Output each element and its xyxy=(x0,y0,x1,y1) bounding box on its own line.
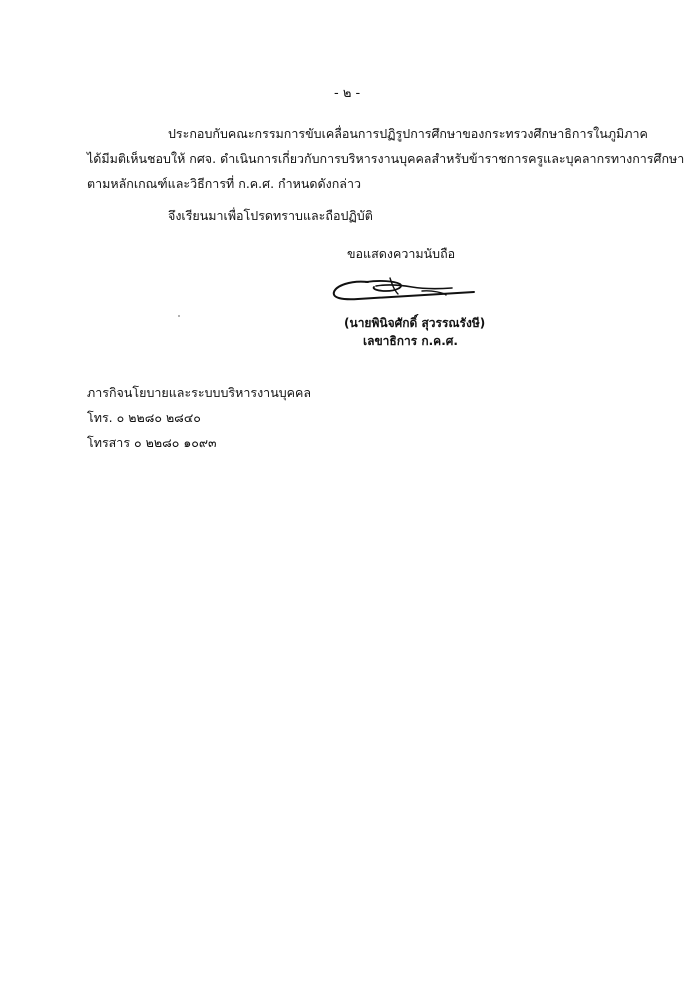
paragraph-line: ประกอบกับคณะกรรมการขับเคลื่อนการปฏิรูปการศึกษาของกระทรวงศึกษาธิการในภูมิภาค xyxy=(168,126,648,141)
scan-speck xyxy=(178,315,180,317)
closing-request: จึงเรียนมาเพื่อโปรดทราบและถือปฏิบัติ xyxy=(168,208,373,223)
phone-number: โทร. ๐ ๒๒๘๐ ๒๘๔๐ xyxy=(87,410,201,425)
fax-number: โทรสาร ๐ ๒๒๘๐ ๑๐๙๓ xyxy=(87,435,217,450)
handwritten-signature xyxy=(328,270,476,316)
complimentary-close: ขอแสดงความนับถือ xyxy=(347,246,456,261)
office-unit: ภารกิจนโยบายและระบบบริหารงานบุคคล xyxy=(87,385,312,400)
paragraph-line: ตามหลักเกณฑ์และวิธีการที่ ก.ค.ศ. กำหนดดังกล่าว xyxy=(87,176,361,191)
paragraph-line: ได้มีมติเห็นชอบให้ กศจ. ดำเนินการเกี่ยวกับการบริหารงานบุคคลสำหรับข้าราชการครูและบุคลากรทางการศึกษา xyxy=(87,151,685,166)
signer-name: (นายพินิจศักดิ์ สุวรรณรังษี) xyxy=(344,316,486,330)
page-number: - ๒ - xyxy=(334,86,361,101)
signer-title: เลขาธิการ ก.ค.ศ. xyxy=(363,334,458,348)
